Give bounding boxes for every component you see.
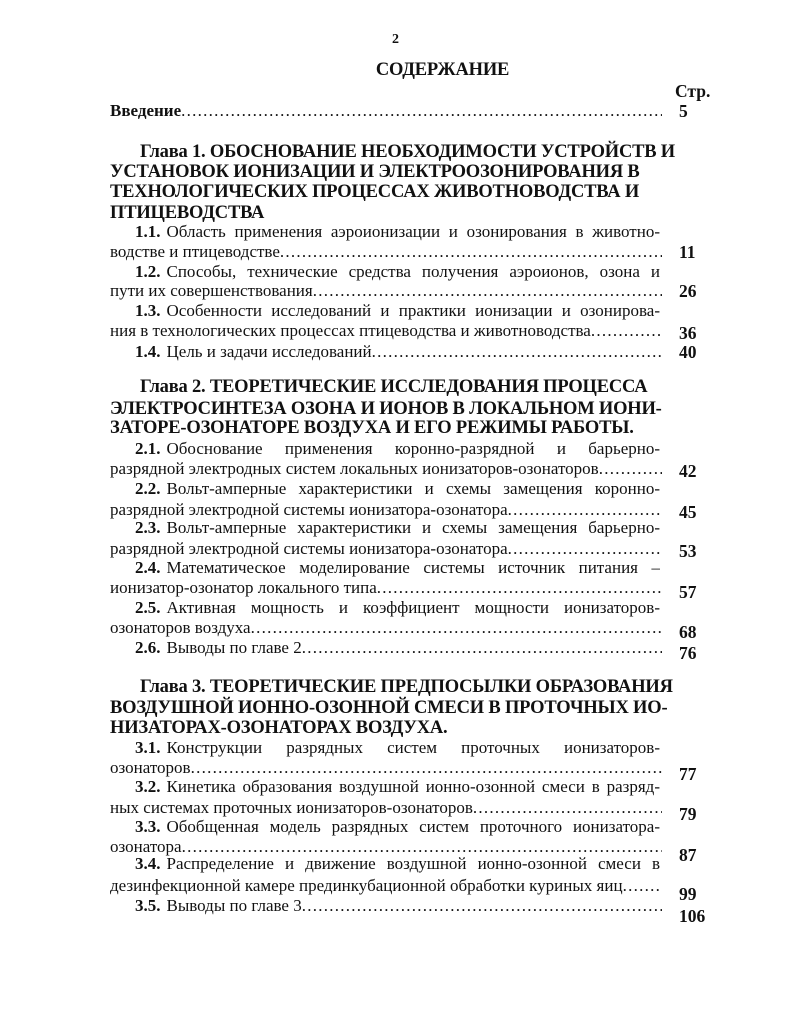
toc-entry-intro[interactable] xyxy=(110,100,662,122)
section-title-text: озонаторов xyxy=(110,758,191,777)
toc-entry-line[interactable] xyxy=(135,853,660,875)
section-page-number: 76 xyxy=(679,643,697,663)
section-title-text: разрядной электродных систем локальных ионизаторов-озонаторов xyxy=(110,459,599,478)
section-number: 2.5. xyxy=(135,598,161,617)
section-title-text: ных системах проточных ионизаторов-озонаторов xyxy=(110,798,473,817)
intro-page: 5 xyxy=(679,101,688,121)
section-title-text: Выводы по главе 2 xyxy=(166,638,302,657)
section-page-number: 99 xyxy=(679,884,697,904)
chapter-heading-line: ТЕХНОЛОГИЧЕСКИХ ПРОЦЕССАХ ЖИВОТНОВОДСТВА И xyxy=(110,182,640,202)
section-page-number: 106 xyxy=(679,906,706,926)
section-number: 1.3. xyxy=(135,301,161,320)
toc-entry-line[interactable] xyxy=(135,341,662,363)
toc-entry-line[interactable] xyxy=(135,737,660,759)
toc-entry-line[interactable] xyxy=(135,517,660,539)
toc-entry-line[interactable] xyxy=(135,895,662,917)
dot-leader xyxy=(181,100,662,122)
chapter-heading-line: Глава 1. ОБОСНОВАНИЕ НЕОБХОДИМОСТИ УСТРОЙСТВ И xyxy=(140,142,675,162)
section-page-number: 79 xyxy=(679,804,697,824)
section-number: 2.2. xyxy=(135,479,161,498)
section-number: 2.3. xyxy=(135,518,161,537)
section-title-text: Конструкции разрядных систем проточных ионизаторов- xyxy=(166,738,660,757)
section-page-number: 40 xyxy=(679,342,697,362)
chapter-heading-line: НИЗАТОРАХ-ОЗОНАТОРАХ ВОЗДУХА. xyxy=(110,718,448,738)
chapter-heading-line: Глава 2. ТЕОРЕТИЧЕСКИЕ ИССЛЕДОВАНИЯ ПРОЦЕССА xyxy=(140,377,648,397)
section-title-text: пути их совершенствования xyxy=(110,281,313,300)
section-page-number: 36 xyxy=(679,323,697,343)
toc-entry-line[interactable] xyxy=(135,597,660,619)
dot-leader xyxy=(313,280,662,302)
section-page-number: 26 xyxy=(679,281,697,301)
dot-leader xyxy=(280,241,662,263)
toc-entry-line[interactable] xyxy=(110,320,662,342)
intro-label: Введение xyxy=(110,101,182,120)
toc-entry-line[interactable] xyxy=(135,557,660,579)
section-title-text: разрядной электродной системы ионизатора-озонатора xyxy=(110,539,508,558)
toc-entry-line[interactable] xyxy=(110,280,662,302)
section-title-text: ионизатор-озонатор локального типа xyxy=(110,578,377,597)
toc-entry-line[interactable] xyxy=(135,816,660,838)
chapter-heading-line: ПТИЦЕВОДСТВА xyxy=(110,203,265,223)
toc-entry-line[interactable] xyxy=(135,637,662,659)
toc-entry-line[interactable] xyxy=(110,458,662,480)
section-title-text: дезинфекционной камере прединкубационной обработки куриных яиц xyxy=(110,876,623,895)
section-title-text: Особенности исследований и практики ионизации и озонирова- xyxy=(166,301,660,320)
section-number: 1.2. xyxy=(135,262,161,281)
section-title-text: Обобщенная модель разрядных систем проточного ионизатора- xyxy=(166,817,660,836)
section-page-number: 77 xyxy=(679,764,697,784)
section-number: 3.5. xyxy=(135,896,161,915)
page-column-header: Стр. xyxy=(675,81,711,101)
section-page-number: 53 xyxy=(679,541,697,561)
dot-leader xyxy=(372,341,662,363)
section-title-text: Вольт-амперные характеристики и схемы замещения коронно- xyxy=(166,479,660,498)
section-number: 2.4. xyxy=(135,558,161,577)
section-title-text: Кинетика образования воздушной ионно-озонной смеси в разряд- xyxy=(166,777,660,796)
dot-leader xyxy=(302,637,662,659)
section-number: 3.3. xyxy=(135,817,161,836)
dot-leader xyxy=(302,895,662,917)
section-number: 1.1. xyxy=(135,222,161,241)
section-number: 3.4. xyxy=(135,854,161,873)
page-title: СОДЕРЖАНИЕ xyxy=(375,60,510,80)
section-title-text: разрядной электродной системы ионизатора-озонатора xyxy=(110,500,508,519)
section-title-text: Активная мощность и коэффициент мощности ионизаторов- xyxy=(166,598,660,617)
toc-entry-line[interactable] xyxy=(110,875,662,897)
toc-entry-line[interactable] xyxy=(135,300,660,322)
toc-entry-line[interactable] xyxy=(110,617,662,639)
section-number: 1.4. xyxy=(135,342,161,361)
toc-entry-line[interactable] xyxy=(135,776,660,798)
dot-leader xyxy=(377,577,662,599)
section-page-number: 45 xyxy=(679,502,697,522)
section-title-text: озонатора xyxy=(110,837,182,856)
chapter-heading-line: ЭЛЕКТРОСИНТЕЗА ОЗОНА И ИОНОВ В ЛОКАЛЬНОМ ИОНИ- xyxy=(110,399,662,419)
section-title-text: Вольт-амперные характеристики и схемы замещения барьерно- xyxy=(166,518,660,537)
toc-entry-line[interactable] xyxy=(110,577,662,599)
section-title-text: озонаторов воздуха xyxy=(110,618,251,637)
chapter-heading-line: УСТАНОВОК ИОНИЗАЦИИ И ЭЛЕКТРООЗОНИРОВАНИЯ В xyxy=(110,162,640,182)
toc-entry-line[interactable] xyxy=(135,478,660,500)
section-number: 3.1. xyxy=(135,738,161,757)
section-title-text: Распределение и движение воздушной ионно-озонной смеси в xyxy=(166,854,660,873)
section-number: 2.1. xyxy=(135,439,161,458)
page-number: 2 xyxy=(392,32,399,47)
section-title-text: Обоснование применения коронно-разрядной и барьерно- xyxy=(166,439,660,458)
chapter-heading-line: ВОЗДУШНОЙ ИОННО-ОЗОННОЙ СМЕСИ В ПРОТОЧНЫХ ИО- xyxy=(110,698,668,718)
section-title-text: Выводы по главе 3 xyxy=(166,896,302,915)
chapter-heading-line: Глава 3. ТЕОРЕТИЧЕСКИЕ ПРЕДПОСЫЛКИ ОБРАЗОВАНИЯ xyxy=(140,677,673,697)
section-number: 2.6. xyxy=(135,638,161,657)
section-title-text: Математическое моделирование системы источник питания – xyxy=(166,558,660,577)
section-page-number: 57 xyxy=(679,582,697,602)
section-page-number: 42 xyxy=(679,461,697,481)
section-page-number: 68 xyxy=(679,622,697,642)
section-number: 3.2. xyxy=(135,777,161,796)
chapter-heading-line: ЗАТОРЕ-ОЗОНАТОРЕ ВОЗДУХА И ЕГО РЕЖИМЫ РАБОТЫ. xyxy=(110,418,634,438)
section-title-text: Цель и задачи исследований xyxy=(166,342,372,361)
section-title-text: Область применения аэроионизации и озонирования в животно- xyxy=(166,222,660,241)
section-title-text: ния в технологических процессах птицеводства и животноводства xyxy=(110,321,591,340)
toc-entry-line[interactable] xyxy=(110,241,662,263)
section-page-number: 87 xyxy=(679,845,697,865)
dot-leader xyxy=(623,875,662,897)
section-title-text: водстве и птицеводстве xyxy=(110,242,280,261)
dot-leader xyxy=(251,617,662,639)
toc-entry-line[interactable] xyxy=(135,438,660,460)
section-page-number: 11 xyxy=(679,242,696,262)
dot-leader xyxy=(591,320,662,342)
toc-entry-line[interactable] xyxy=(135,221,660,243)
section-title-text: Способы, технические средства получения аэроионов, озона и xyxy=(166,262,660,281)
dot-leader xyxy=(599,458,662,480)
